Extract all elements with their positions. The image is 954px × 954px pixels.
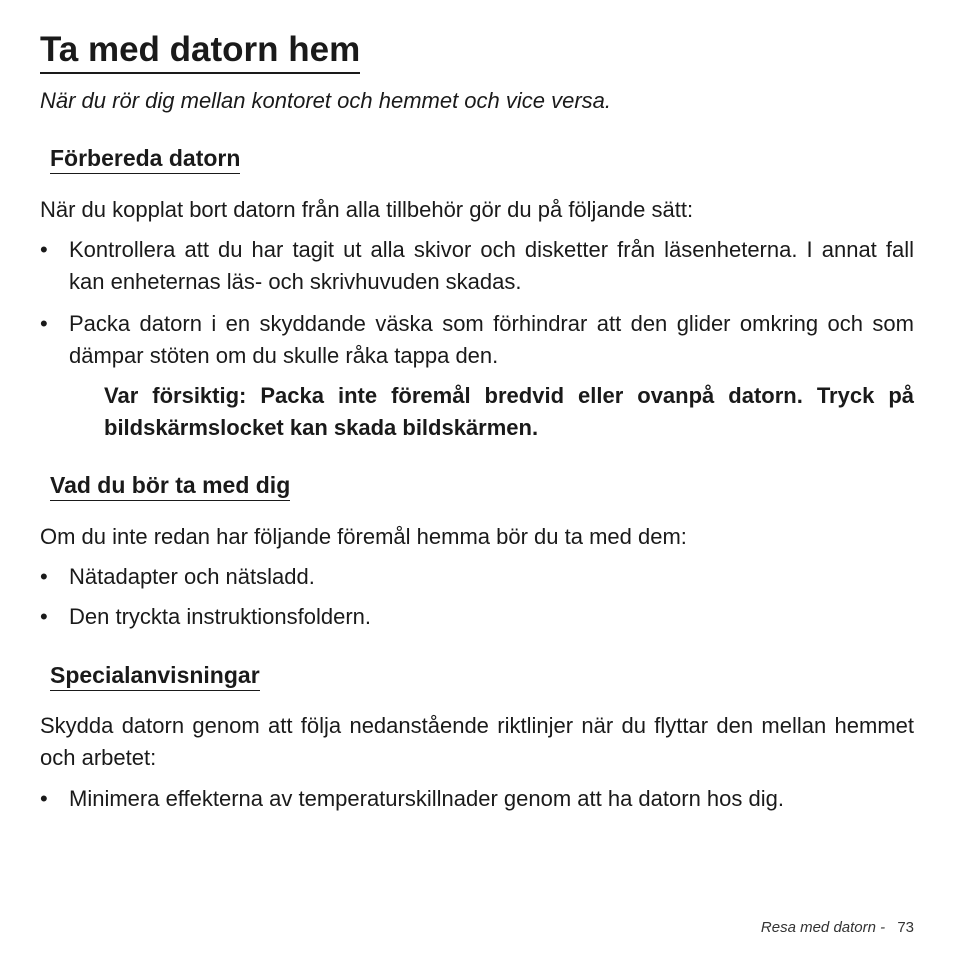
page-number: 73: [897, 919, 914, 936]
section-heading-bring: Vad du bör ta med dig: [50, 470, 290, 501]
page-footer: [761, 918, 914, 938]
list-item-text: Nätadapter och nätsladd.: [69, 564, 315, 589]
page-title: Ta med datorn hem: [40, 28, 360, 74]
section-heading-special: Specialanvisningar: [50, 660, 260, 691]
section-intro-prepare: När du kopplat bort datorn från alla tillbehör gör du på följande sätt:: [40, 197, 694, 222]
list-item: [40, 308, 914, 372]
section-heading-prepare: Förbereda datorn: [50, 143, 240, 174]
bullet-icon: •: [40, 786, 48, 811]
footer-chapter-label: Resa med datorn -: [760, 919, 886, 936]
list-item: [40, 561, 914, 593]
list-item-text: Kontrollera att du har tagit ut alla skivor och disketter från läsenheterna. I annat fall kan enheternas läs- och skrivhuvuden skadas.: [69, 237, 914, 294]
bullet-icon: •: [40, 604, 48, 629]
bullet-icon: •: [40, 564, 48, 589]
list-item: [40, 783, 914, 815]
section-intro-special: Skydda datorn genom att följa nedanstående riktlinjer när du flyttar den mellan hemmet och arbetet:: [40, 713, 914, 770]
bullet-icon: •: [40, 311, 48, 336]
page-subtitle: När du rör dig mellan kontoret och hemmet och vice versa.: [40, 88, 612, 113]
list-item-text: Packa datorn i en skyddande väska som förhindrar att den glider omkring och som dämpar stöten om du skulle råka tappa den.: [69, 311, 914, 368]
section-intro-bring: Om du inte redan har följande föremål hemma bör du ta med dem:: [40, 524, 687, 549]
list-item: [40, 234, 914, 298]
list-item-text: Minimera effekterna av temperaturskillnader genom att ha datorn hos dig.: [69, 786, 784, 811]
warning-note: Var försiktig: Packa inte föremål bredvid eller ovanpå datorn. Tryck på bildskärmslocket kan skada bildskärmen.: [104, 383, 914, 440]
list-item: [40, 601, 914, 633]
list-item-text: Den tryckta instruktionsfoldern.: [69, 604, 372, 629]
bullet-icon: •: [40, 237, 48, 262]
